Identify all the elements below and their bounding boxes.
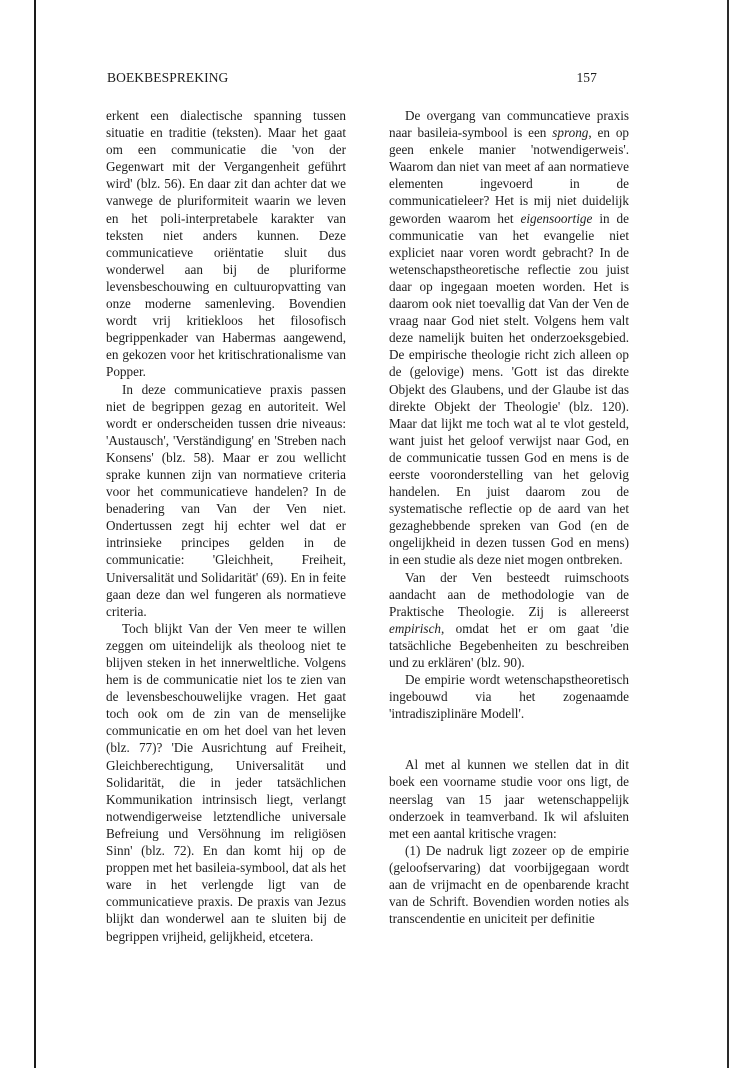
right-column — [389, 107, 629, 927]
left-paragraph-2 — [106, 381, 346, 620]
right-paragraph-1-emphasis-eigensoortige: eigensoortige — [520, 210, 593, 226]
right-paragraph-1-b: , en op geen enkele manier 'notwendigerweis'. Waarom dan niet van meet af aan normatieve elementen ingevoerd in de communicatieleer? Het is mij niet duidelijk geworden waarom het — [389, 125, 630, 226]
left-paragraph-2-tail: En in feite gaan deze dan wel fungeren als normatieve criteria. — [106, 569, 346, 619]
running-head — [107, 70, 597, 86]
left-paragraph-2-main: In deze communicatieve praxis passen niet de begrippen gezag en autoriteit. Wel wordt er onderscheiden tussen drie niveaus: 'Austausch', 'Verständigung' en 'Streben nach Konsens' (blz. 58). Maar er zou wellicht sprake kunnen zijn van normatieve criteria voor het communicatieve handelen? In de benadering van Van der Ven niet. Ondertussen zegt hij echter wel dat er intrinsieke principes gelden in de communicatie: 'Gleichheit, Freiheit, Universalität und Solidarität' (69). — [106, 381, 346, 585]
right-paragraph-2-b: , omdat het er om gaat 'die tatsächliche Begebenheiten zu beschreiben und zu erklären' (blz. 90). — [389, 620, 629, 670]
right-paragraph-1-emphasis-sprong: sprong — [552, 125, 589, 141]
right-paragraph-2-a: Van der Ven besteedt ruimschoots aandacht aan de methodologie van de Praktische Theologie. Zij is allereerst — [389, 569, 629, 619]
right-paragraph-2-emphasis-empirisch: empirisch — [389, 620, 442, 636]
right-paragraph-1-a: De overgang van communcatieve praxis naar basileia-symbool is een — [389, 108, 629, 141]
left-paragraph-1: erkent een dialectische spanning tussen situatie en traditie (teksten). Maar het gaat om een communicatie die 'von der Gegenwart mit der Vergangenheit geführt wird' (blz. 56). En daar zit dan achter dat we vanwege de pluriformiteit waarin we leven en het poli-interpretabele karakter van teksten niet anders kunnen. Deze communicatieve oriëntatie sluit dus wonderwel aan bij de pluriforme levensbeschouwing en cultuuropvatting van onze moderne samenleving. Bovendien wordt vrij kritiekloos het filosofisch begrippenkader van Habermas aangewend, en gekozen voor het kritischrationalisme van Popper. — [106, 108, 346, 380]
right-paragraph-5: (1) De nadruk ligt zozeer op de empirie (geloofservaring) dat voorbijgegaan wordt aan de vrijmacht en de openbarende kracht van de Schrift. Bovendien worden noties als transcendentie en uniciteit per definitie — [389, 842, 629, 927]
scan-edge-left — [34, 0, 36, 1068]
right-paragraph-3: De empirie wordt wetenschapstheoretisch ingebouwd via het zogenaamde 'intradisziplinäre Modell'. — [389, 672, 629, 722]
left-paragraph-3: Toch blijkt Van der Ven meer te willen zeggen om uiteindelijk als theoloog niet te blijven steken in het innerweltliche. Volgens hem is de communicatie niet los te zien van de levensbeschouwelijke vragen. Het gaat toch ook om de zin van de menselijke communicatie en om het doel van het leven (blz. 77)? 'Die Ausrichtung auf Freiheit, Gleichberechtigung, Universalität und Solidarität, die in jeder tatsächlichen Kommunikation intrinsisch liegt, verlangt notwendigerweise letztendliche universale Befreiung und Versöhnung im religiösen Sinn' (blz. 72). En dan komt hij op de proppen met het basileia-symbool, dat als het ware in het verlengde ligt van de communicatieve praxis. De praxis van Jezus blijkt dan wonderwel aan te sluiten bij de begrippen vrijheid, gelijkheid, etcetera. — [106, 620, 346, 944]
running-head-title: BOEKBESPREKING — [107, 70, 229, 85]
scan-edge-right — [727, 0, 729, 1068]
right-paragraph-2 — [389, 569, 629, 672]
page-number: 157 — [576, 70, 597, 85]
right-paragraph-1 — [389, 107, 629, 569]
right-paragraph-4: Al met al kunnen we stellen dat in dit boek een voorname studie voor ons ligt, de neerslag van 15 jaar wetenschappelijk onderzoek in teamverband. Ik wil afsluiten met een aantal kritische vragen: — [389, 757, 629, 841]
right-paragraph-1-c: in de communicatie van het evangelie niet expliciet naar voren wordt gebracht? In de wetenschapstheoretische reflectie zou juist daar op ingegaan moeten worden. Het is daarom ook niet toevallig dat Van der Ven de vraag naar God niet stelt. Volgens hem valt deze namelijk buiten het onderzoeksgebied. De empirische theologie richt zich alleen op de (gelovige) mens. 'Gott ist das direkte Objekt des Glaubens, und der Glaube ist das direkte Objekt der Theologie' (blz. 120). Maar dat lijkt me toch wat al te vlot gesteld, want juist het geloof verwijst naar God, en de communicatie tussen God en mens is de eerste vooronderstelling van het gelovig handelen. En juist daarom zou de systematische reflectie op de aard van het gezaghebbende spreken van God (en de ongelijkheid in dezen tussen God en mens) in een studie als deze niet mogen ontbreken. — [389, 210, 629, 568]
left-column — [106, 107, 346, 945]
